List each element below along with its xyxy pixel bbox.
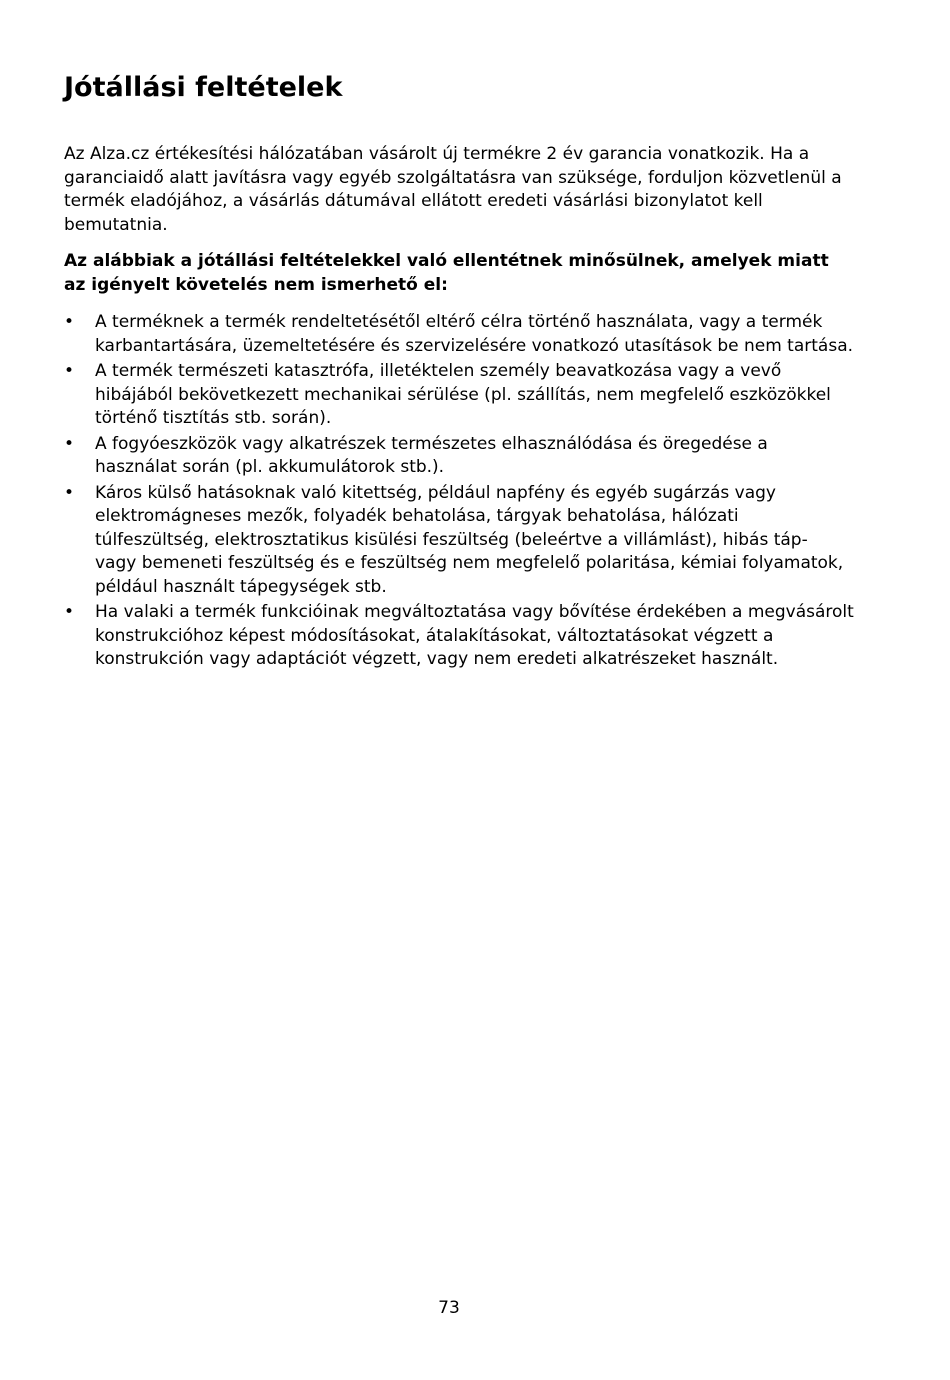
list-item — [64, 433, 854, 480]
intro-paragraph: Az Alza.cz értékesítési hálózatában vásárolt új termékre 2 év garancia vonatkozik. Ha a garanciaidő alatt javításra vagy egyéb szolgáltatásra van szüksége, forduljon közvetlenül a termék eladójához, a vásárlás dátumával ellátott eredeti vásárlási bizonylatot kell bemutatnia. — [64, 144, 842, 235]
page-number: 73 — [438, 1298, 460, 1318]
list-item-text: A terméknek a termék rendeltetésétől eltérő célra történő használata, vagy a termék karbantartására, üzemeltetésére és szervizelésére vonatkozó utasítások be nem tartása. — [95, 312, 854, 356]
conditions-list — [64, 311, 854, 674]
bullet-icon: • — [64, 433, 75, 454]
list-item — [64, 601, 854, 672]
bullet-icon: • — [64, 361, 75, 381]
list-item-text: A termék természeti katasztrófa, illetéktelen személy beavatkozása vagy a vevő hibájából bekövetkezett mechanikai sérülése (pl. szállítás, nem megfelelő eszközökkel történő tisztítás stb. során). — [95, 361, 831, 428]
list-item-text: A fogyóeszközök vagy alkatrészek természetes elhasználódása és öregedése a használat során (pl. akkumulátorok stb.). — [95, 433, 768, 477]
list-item-text: Ha valaki a termék funkcióinak megváltoztatása vagy bővítése érdekében a megvásárolt konstrukcióhoz képest módosításokat, átalakításokat, változtatásokat végzett a konstrukción vagy adaptációt végzett, vagy nem eredeti alkatrészeket használt. — [95, 602, 854, 669]
list-item — [64, 482, 854, 600]
bullet-icon: • — [64, 312, 75, 332]
list-item-text: Káros külső hatásoknak való kitettség, például napfény és egyéb sugárzás vagy elektromágneses mezők, folyadék behatolása, tárgyak behatolása, hálózati túlfeszültség, elektrosztatikus kisülési feszültség (beleértve a villámlást), hibás táp- vagy bemeneti feszültség és e feszültség nem megfelelő polaritása, kémiai folyamatok, például használt tápegységek stb. — [95, 482, 844, 597]
bullet-icon: • — [64, 482, 75, 503]
bullet-icon: • — [64, 602, 75, 622]
list-item — [64, 311, 854, 358]
conditions-heading: Az alábbiak a jótállási feltételekkel való ellentétnek minősülnek, amelyek miatt az igényelt követelés nem ismerhető el: — [64, 251, 829, 295]
list-item — [64, 360, 854, 431]
page-title: Jótállási feltételek — [64, 72, 343, 103]
